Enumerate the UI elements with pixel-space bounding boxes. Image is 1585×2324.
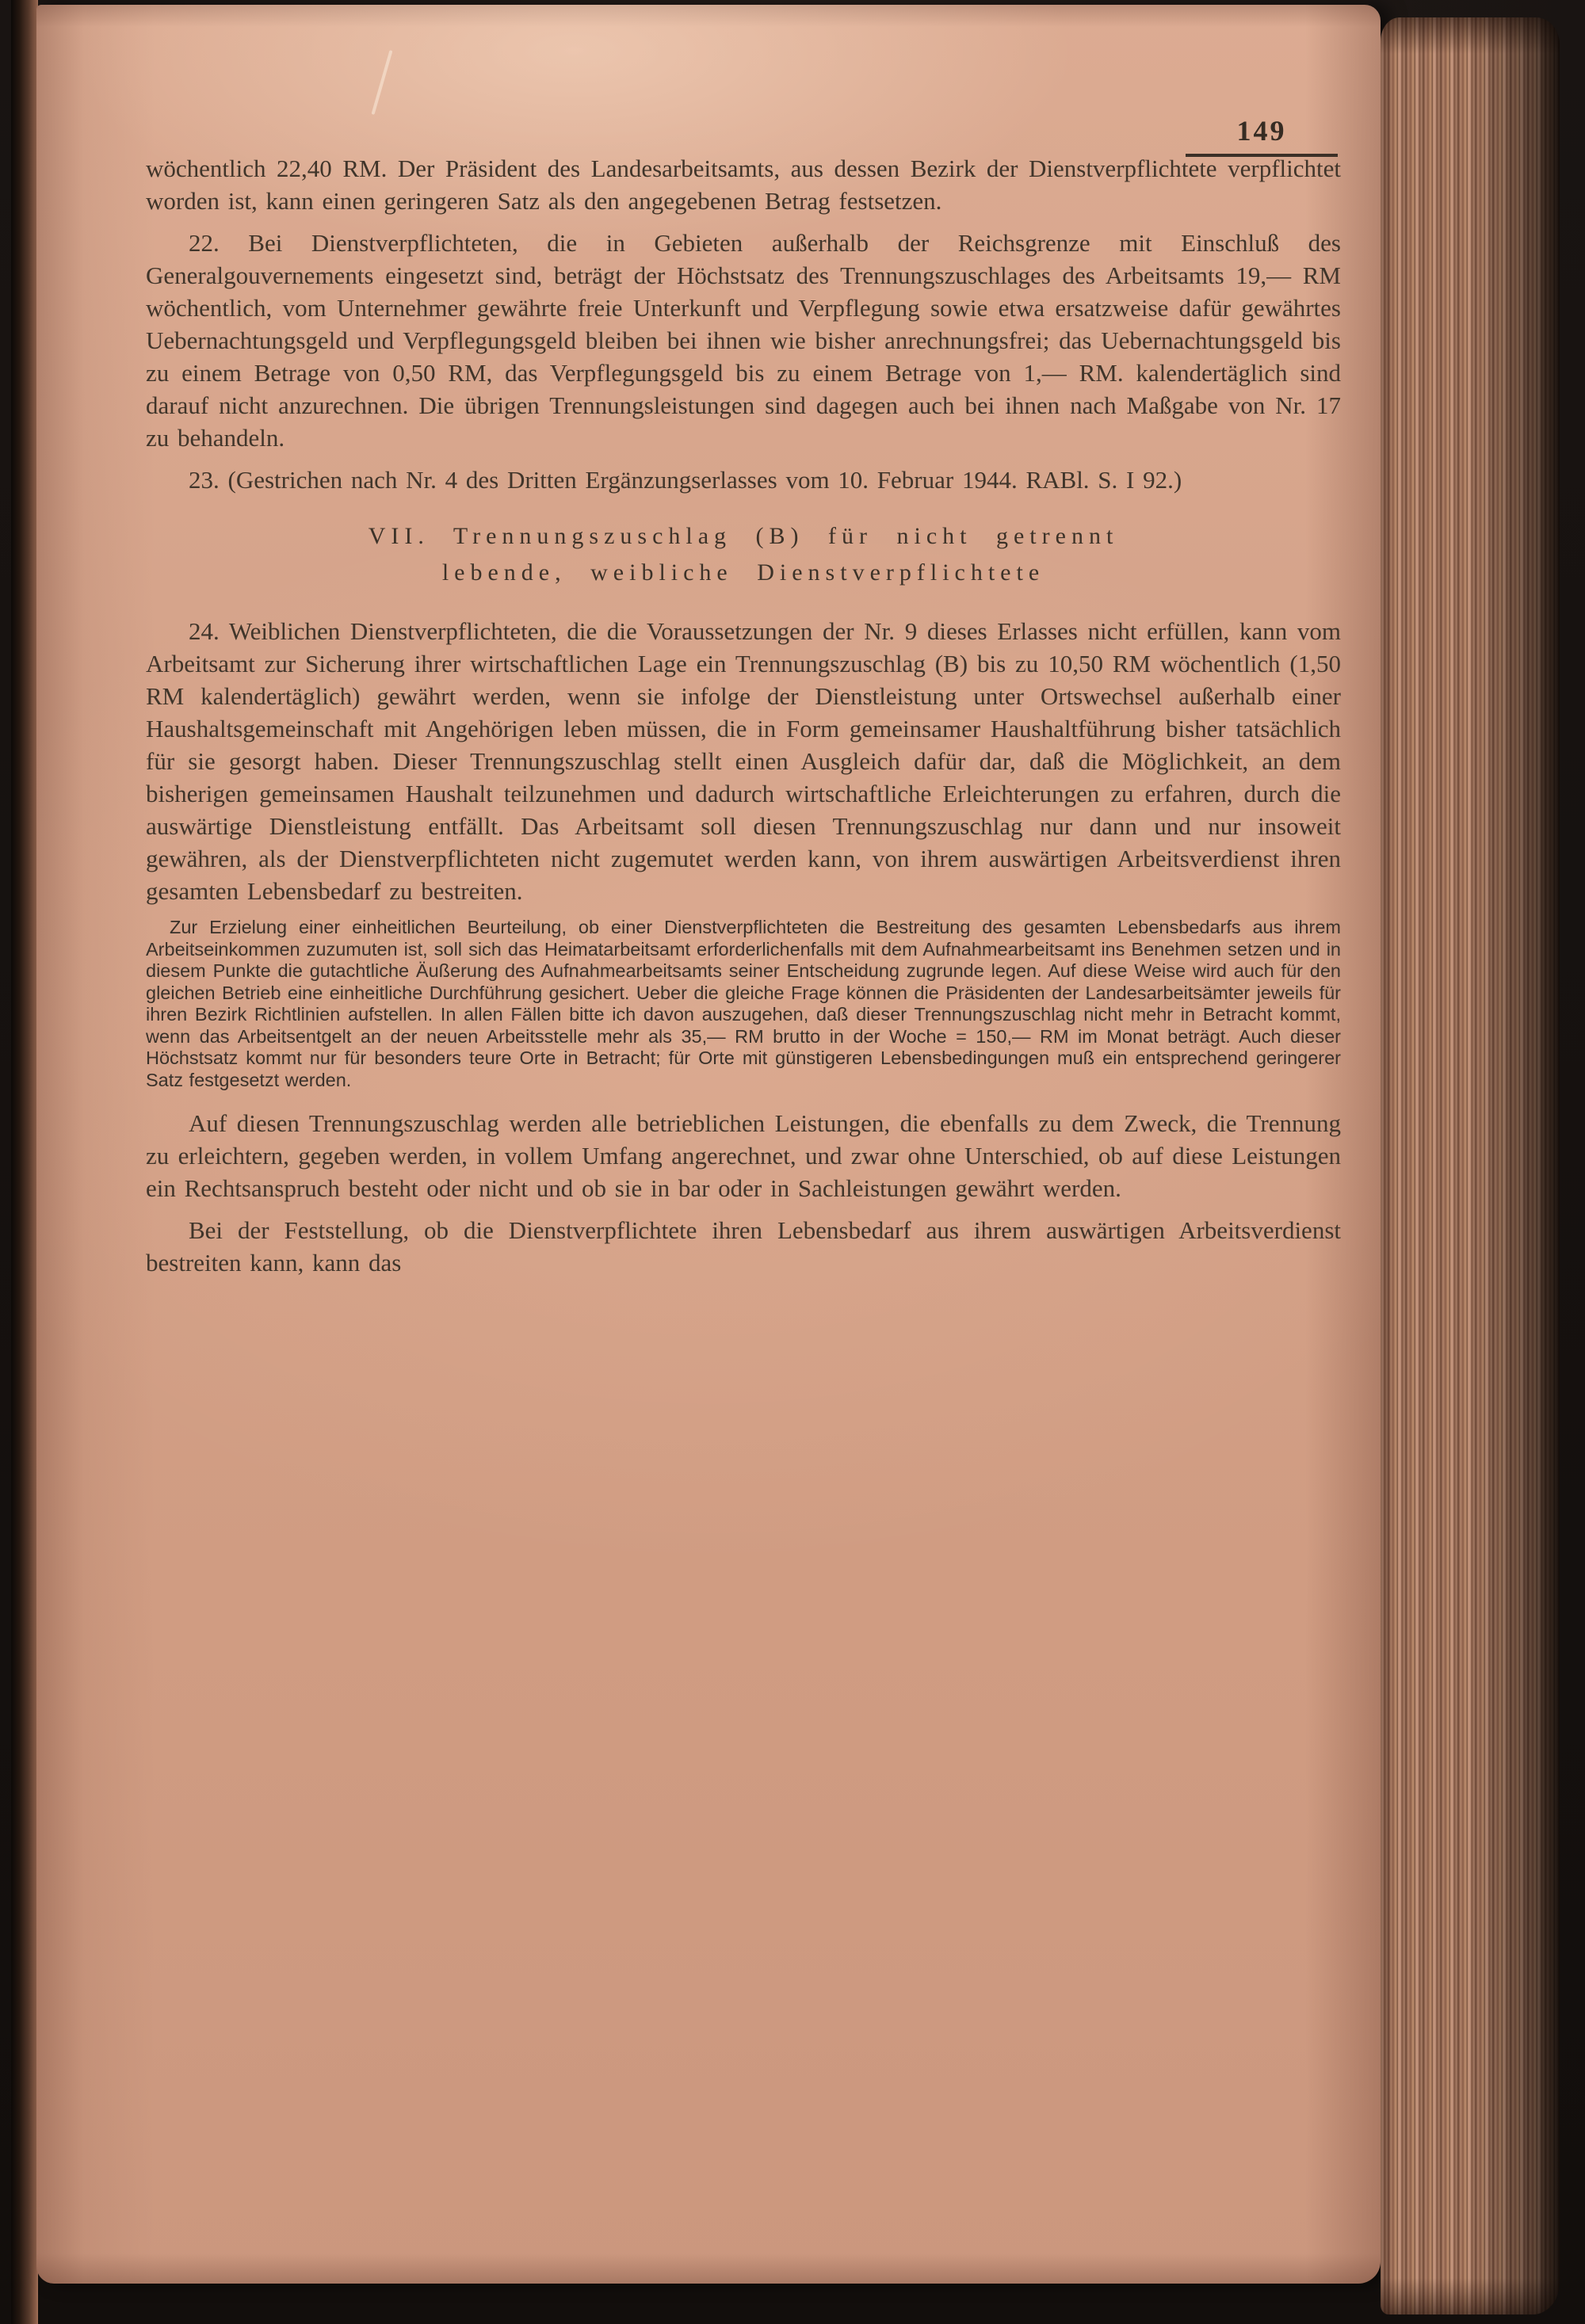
scan-scratch bbox=[372, 50, 393, 115]
page-edge-stack bbox=[1381, 17, 1560, 2314]
paragraph-continuation: wöchentlich 22,40 RM. Der Präsident des Landesarbeitsamts, aus dessen Bezirk der Dienstverpflichtete verpflichtet worden ist, kann einen geringeren Satz als den angegebenen Betrag festsetzen. bbox=[146, 155, 1341, 215]
small-print-note: Zur Erzielung einer einheitlichen Beurteilung, ob einer Dienstverpflichteten die Bestreitung des gesamten Lebensbedarfs aus ihrem Arbeitseinkommen zuzumuten ist, soll sich das Heimatarbeitsamt erforderlichenfalls mit dem Aufnahmearbeitsamt ins Benehmen setzen und in diesem Punkte die gutachtliche Äußerung des Aufnahmearbeitsamts seiner Entscheidung zugrunde legen. Auf diese Weise wird auch für den gleichen Betrieb eine einheitliche Durchführung gesichert. Ueber die gleiche Frage können die Präsidenten der Landesarbeitsämter jeweils für ihren Bezirk Richtlinien aufstellen. In allen Fällen bitte ich davon auszugehen, daß dieser Trennungszuschlag nicht mehr in Betracht kommt, wenn das Arbeitsentgelt an der neuen Arbeitsstelle mehr als 35,— RM brutto in der Woche = 150,— RM im Monat beträgt. Auch dieser Höchstsatz kommt nur für besonders teure Orte in Betracht; für Orte mit günstigeren Lebensbedingungen muß ein entsprechend geringerer Satz festgesetzt werden. bbox=[146, 917, 1341, 1090]
text-block bbox=[146, 152, 1341, 1288]
section-heading-line1: VII. Trennungszuschlag (B) für nicht getrennt bbox=[368, 523, 1119, 549]
paragraph-offset-benefits: Auf diesen Trennungszuschlag werden alle betrieblichen Leistungen, die ebenfalls zu dem Zweck, die Trennung zu erleichtern, gegeben werden, in vollem Umfang angerechnet, und zwar ohne Unterschied, ob auf diese Leistungen ein Rechtsanspruch besteht oder nicht und ob sie in bar oder in Sachleistungen gewährt werden. bbox=[146, 1109, 1341, 1202]
paragraph-assessment: Bei der Feststellung, ob die Dienstverpflichtete ihren Lebensbedarf aus ihrem auswärtigen Arbeitsverdienst bestreiten kann, kann das bbox=[146, 1216, 1341, 1276]
binding-edge bbox=[11, 0, 38, 2324]
section-heading-line2: lebende, weibliche Dienstverpflichtete bbox=[441, 559, 1045, 586]
page-header bbox=[1186, 114, 1338, 157]
paragraph-22: 22. Bei Dienstverpflichteten, die in Gebieten außerhalb der Reichsgrenze mit Einschluß des Generalgouvernements eingesetzt sind, beträgt der Höchstsatz des Trennungszuschlages des Arbeitsamts 19,— RM wöchentlich, vom Unternehmer gewährte freie Unterkunft und Verpflegung sowie etwa ersatzweise dafür gewährtes Uebernachtungsgeld und Verpflegungsgeld bleiben bei ihnen wie bisher anrechnungsfrei; das Uebernachtungsgeld bis zu einem Betrage von 0,50 RM, das Verpflegungsgeld bis zu einem Betrage von 1,— RM. kalendertäglich sind darauf nicht anzurechnen. Die übrigen Trennungsleistungen sind dagegen auch bei ihnen nach Maßgabe von Nr. 17 zu behandeln. bbox=[146, 229, 1341, 452]
book-page bbox=[36, 5, 1381, 2284]
paragraph-23: 23. (Gestrichen nach Nr. 4 des Dritten Ergänzungserlasses vom 10. Februar 1944. RABl. S. I 92.) bbox=[189, 466, 1182, 494]
page-number: 149 bbox=[1236, 115, 1287, 147]
paragraph-24: 24. Weiblichen Dienstverpflichteten, die die Voraussetzungen der Nr. 9 dieses Erlasses nicht erfüllen, kann vom Arbeitsamt zur Sicherung ihrer wirtschaftlichen Lage ein Trennungszuschlag (B) bis zu 10,50 RM wöchentlich (1,50 RM kalendertäglich) gewährt werden, wenn sie infolge der Dienstleistung unter Ortswechsel außerhalb einer Haushaltsgemeinschaft mit Angehörigen leben müssen, die in Form gemeinsamer Haushaltführung bisher tatsächlich für sie gesorgt haben. Dieser Trennungszuschlag stellt einen Ausgleich dafür dar, daß die Möglichkeit, an dem bisherigen gemeinsamen Haushalt teilzunehmen und dadurch wirtschaftliche Erleichterungen zu erfahren, durch die auswärtige Dienstleistung entfällt. Das Arbeitsamt soll diesen Trennungszuschlag nur dann und nur insoweit gewähren, als der Dienstverpflichteten nicht zugemutet werden kann, von ihrem auswärtigen Arbeitsverdienst ihren gesamten Lebensbedarf zu bestreiten. bbox=[146, 617, 1341, 905]
section-heading bbox=[146, 518, 1341, 591]
